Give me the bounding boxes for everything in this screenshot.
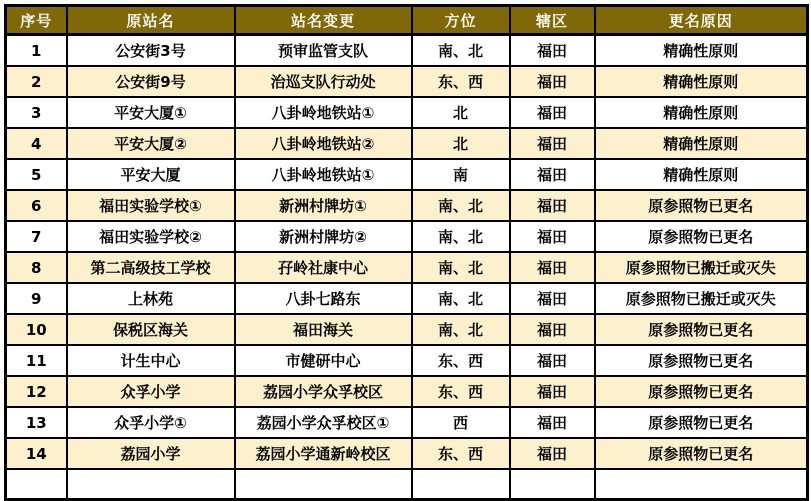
cell-direction: 南、北 [412,283,510,314]
table-row [6,376,808,407]
cell-index: 7 [6,221,67,252]
cell-index: 2 [6,66,67,97]
cell-index: 5 [6,159,67,190]
cell-original-name: 众孚小学① [67,407,235,438]
cell-new-name: 八卦岭地铁站② [235,128,412,159]
cell-district: 福田 [510,438,595,469]
cell-original-name: 荔园小学 [67,438,235,469]
cell-new-name: 孖岭社康中心 [235,252,412,283]
cell-original-name: 公安街9号 [67,66,235,97]
cell-original-name: 众孚小学 [67,376,235,407]
table-row [6,438,808,469]
cell-reason: 原参照物已更名 [595,407,808,438]
cell-reason [595,469,808,500]
cell-district: 福田 [510,345,595,376]
cell-direction: 南 [412,159,510,190]
column-header-original-name: 原站名 [67,6,235,35]
cell-new-name: 福田海关 [235,314,412,345]
cell-original-name: 平安大厦② [67,128,235,159]
cell-original-name: 平安大厦① [67,97,235,128]
cell-district: 福田 [510,314,595,345]
cell-district: 福田 [510,407,595,438]
table-row-clipped [6,469,808,500]
table-row [6,190,808,221]
cell-index: 1 [6,35,67,67]
cell-direction: 南、北 [412,35,510,67]
cell-index: 10 [6,314,67,345]
cell-new-name: 市健研中心 [235,345,412,376]
cell-index [6,469,67,500]
table-body [6,35,808,500]
column-header-index: 序号 [6,6,67,35]
cell-district: 福田 [510,128,595,159]
table-row [6,128,808,159]
cell-reason: 原参照物已搬迁或灭失 [595,252,808,283]
table-row [6,407,808,438]
cell-district: 福田 [510,159,595,190]
cell-new-name [235,469,412,500]
cell-original-name: 福田实验学校② [67,221,235,252]
cell-reason: 精确性原则 [595,66,808,97]
cell-reason: 精确性原则 [595,35,808,67]
cell-index: 9 [6,283,67,314]
cell-district [510,469,595,500]
table-row [6,283,808,314]
cell-direction: 东、西 [412,438,510,469]
cell-reason: 原参照物已更名 [595,221,808,252]
cell-index: 13 [6,407,67,438]
table-row [6,221,808,252]
header-row [6,6,808,35]
cell-original-name [67,469,235,500]
cell-new-name: 新洲村牌坊② [235,221,412,252]
cell-direction: 北 [412,128,510,159]
column-header-direction: 方位 [412,6,510,35]
cell-new-name: 荔园小学众孚校区① [235,407,412,438]
cell-original-name: 上林苑 [67,283,235,314]
column-header-district: 辖区 [510,6,595,35]
table-row [6,345,808,376]
cell-district: 福田 [510,252,595,283]
table-row [6,97,808,128]
station-rename-table [4,4,809,501]
cell-district: 福田 [510,35,595,67]
cell-original-name: 平安大厦 [67,159,235,190]
cell-direction: 南、北 [412,221,510,252]
cell-original-name: 公安街3号 [67,35,235,67]
cell-direction [412,469,510,500]
cell-reason: 精确性原则 [595,159,808,190]
cell-reason: 精确性原则 [595,97,808,128]
cell-index: 3 [6,97,67,128]
cell-original-name: 保税区海关 [67,314,235,345]
cell-district: 福田 [510,376,595,407]
cell-original-name: 第二高级技工学校 [67,252,235,283]
cell-reason: 精确性原则 [595,128,808,159]
cell-reason: 原参照物已更名 [595,190,808,221]
cell-direction: 东、西 [412,66,510,97]
cell-direction: 南、北 [412,252,510,283]
table-row [6,314,808,345]
cell-district: 福田 [510,221,595,252]
cell-direction: 北 [412,97,510,128]
cell-direction: 东、西 [412,376,510,407]
cell-district: 福田 [510,66,595,97]
column-header-new-name: 站名变更 [235,6,412,35]
cell-index: 6 [6,190,67,221]
cell-original-name: 计生中心 [67,345,235,376]
cell-reason: 原参照物已更名 [595,345,808,376]
cell-reason: 原参照物已更名 [595,438,808,469]
cell-district: 福田 [510,97,595,128]
table-row [6,35,808,67]
cell-new-name: 预审监管支队 [235,35,412,67]
cell-new-name: 八卦岭地铁站① [235,159,412,190]
cell-new-name: 荔园小学众孚校区 [235,376,412,407]
column-header-reason: 更名原因 [595,6,808,35]
cell-direction: 南、北 [412,314,510,345]
cell-index: 14 [6,438,67,469]
cell-reason: 原参照物已更名 [595,376,808,407]
cell-new-name: 八卦七路东 [235,283,412,314]
cell-index: 4 [6,128,67,159]
cell-new-name: 八卦岭地铁站① [235,97,412,128]
cell-index: 12 [6,376,67,407]
cell-new-name: 荔园小学通新岭校区 [235,438,412,469]
cell-index: 11 [6,345,67,376]
cell-original-name: 福田实验学校① [67,190,235,221]
table-row [6,252,808,283]
cell-district: 福田 [510,190,595,221]
cell-district: 福田 [510,283,595,314]
cell-new-name: 新洲村牌坊① [235,190,412,221]
cell-direction: 东、西 [412,345,510,376]
table-row [6,66,808,97]
cell-reason: 原参照物已搬迁或灭失 [595,283,808,314]
cell-new-name: 治巡支队行动处 [235,66,412,97]
cell-direction: 西 [412,407,510,438]
cell-reason: 原参照物已更名 [595,314,808,345]
cell-direction: 南、北 [412,190,510,221]
table-row [6,159,808,190]
cell-index: 8 [6,252,67,283]
